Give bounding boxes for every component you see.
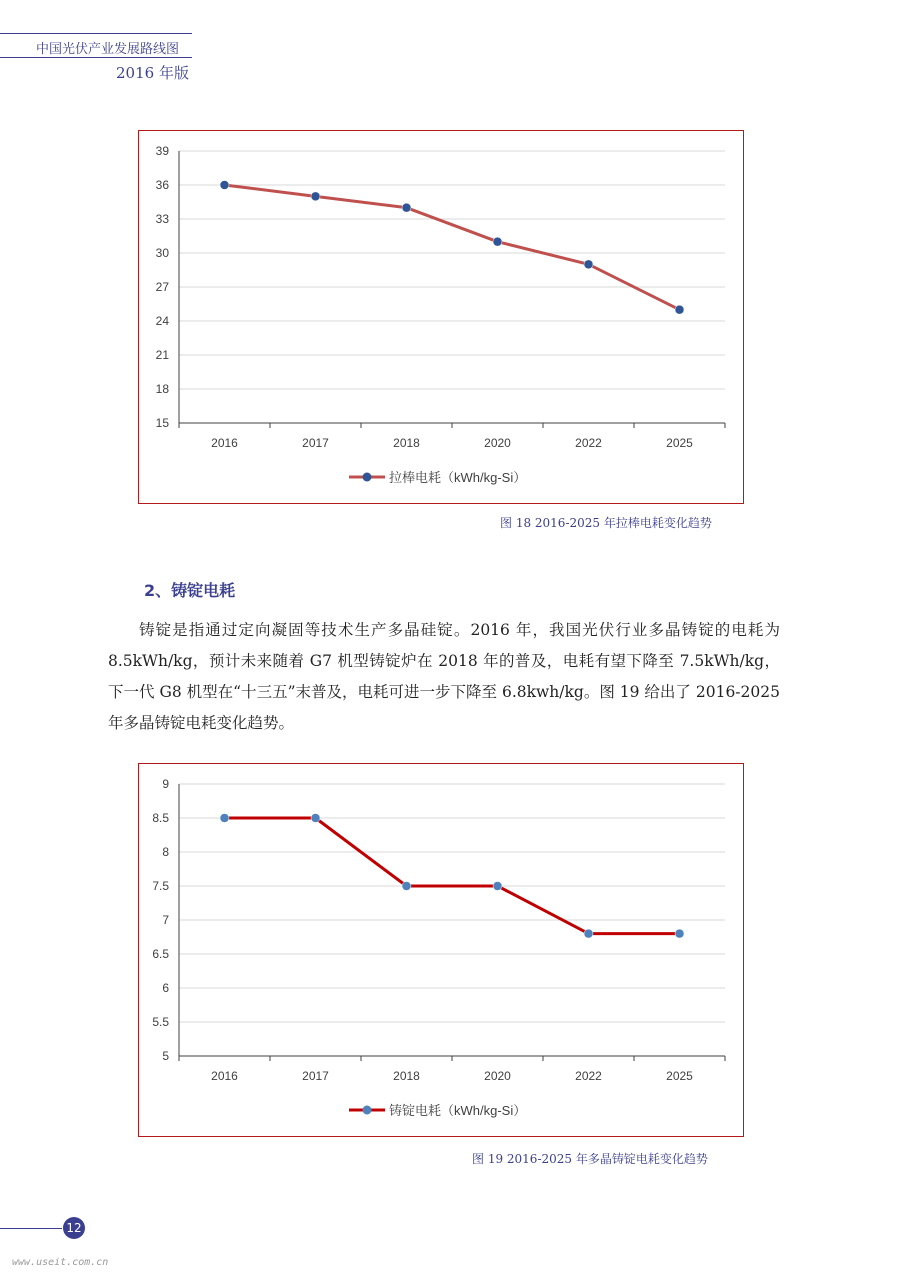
y-tick-label: 8.5 xyxy=(152,811,169,825)
series-line xyxy=(225,185,680,310)
data-point xyxy=(584,929,593,938)
data-point xyxy=(402,882,411,891)
y-tick-label: 27 xyxy=(155,280,169,294)
y-tick-label: 15 xyxy=(155,416,169,430)
y-tick-label: 6.5 xyxy=(152,947,169,961)
running-header-edition: 2016 年版 xyxy=(116,64,189,82)
y-tick-label: 30 xyxy=(155,246,169,260)
chart-19-svg xyxy=(139,764,743,1136)
chart-18-caption: 图 18 2016-2025 年拉棒电耗变化趋势 xyxy=(500,516,712,530)
chart-18-svg xyxy=(139,131,743,503)
y-tick-label: 5.5 xyxy=(152,1015,169,1029)
page-number: 12 xyxy=(63,1217,85,1239)
y-tick-label: 33 xyxy=(155,212,169,226)
footer-rule xyxy=(0,1228,62,1229)
legend-marker xyxy=(363,473,372,482)
chart-19-frame xyxy=(138,763,744,1137)
y-tick-label: 21 xyxy=(155,348,169,362)
x-tick-label: 2022 xyxy=(575,436,602,450)
y-tick-label: 6 xyxy=(162,981,169,995)
y-tick-label: 39 xyxy=(155,144,169,158)
data-point xyxy=(220,181,229,190)
y-tick-label: 36 xyxy=(155,178,169,192)
series-line xyxy=(225,818,680,934)
data-point xyxy=(493,237,502,246)
y-tick-label: 18 xyxy=(155,382,169,396)
data-point xyxy=(584,260,593,269)
y-tick-label: 5 xyxy=(162,1049,169,1063)
section-heading: 2、铸锭电耗 xyxy=(144,581,236,600)
x-tick-label: 2025 xyxy=(666,436,693,450)
x-tick-label: 2016 xyxy=(211,436,238,450)
data-point xyxy=(402,203,411,212)
header-rule xyxy=(0,57,192,58)
legend-label: 铸锭电耗（kWh/kg-Si） xyxy=(389,1103,527,1118)
watermark: www.useit.com.cn xyxy=(12,1257,109,1268)
x-tick-label: 2020 xyxy=(484,436,511,450)
y-tick-label: 9 xyxy=(162,777,169,791)
header-top-rule xyxy=(0,33,192,34)
chart-19-caption: 图 19 2016-2025 年多晶铸锭电耗变化趋势 xyxy=(472,1152,708,1166)
x-tick-label: 2025 xyxy=(666,1069,693,1083)
y-tick-label: 7.5 xyxy=(152,879,169,893)
data-point xyxy=(675,929,684,938)
x-tick-label: 2017 xyxy=(302,436,329,450)
x-tick-label: 2020 xyxy=(484,1069,511,1083)
x-tick-label: 2018 xyxy=(393,1069,420,1083)
data-point xyxy=(311,192,320,201)
data-point xyxy=(675,305,684,314)
y-tick-label: 8 xyxy=(162,845,169,859)
body-paragraph: 铸锭是指通过定向凝固等技术生产多晶硅锭。2016 年，我国光伏行业多晶铸锭的电耗为 8.5kWh/kg，预计未来随着 G7 机型铸锭炉在 2018 年的普及，电耗有望下降至 7.5kWh/kg，下一代 G8 机型在“十三五”末普及，电耗可进一步下降至 6.8kwh/kg。图 19 给出了 2016-2025 年多晶铸锭电耗变化趋势。 xyxy=(108,621,780,732)
data-point xyxy=(493,882,502,891)
x-tick-label: 2017 xyxy=(302,1069,329,1083)
running-header-title: 中国光伏产业发展路线图 xyxy=(36,42,180,57)
legend-label: 拉棒电耗（kWh/kg-Si） xyxy=(389,470,527,485)
data-point xyxy=(311,814,320,823)
x-tick-label: 2018 xyxy=(393,436,420,450)
x-tick-label: 2016 xyxy=(211,1069,238,1083)
y-tick-label: 24 xyxy=(155,314,169,328)
x-tick-label: 2022 xyxy=(575,1069,602,1083)
chart-18-frame xyxy=(138,130,744,504)
legend-marker xyxy=(363,1106,372,1115)
y-tick-label: 7 xyxy=(162,913,169,927)
data-point xyxy=(220,814,229,823)
body-paragraph-block xyxy=(108,615,780,739)
